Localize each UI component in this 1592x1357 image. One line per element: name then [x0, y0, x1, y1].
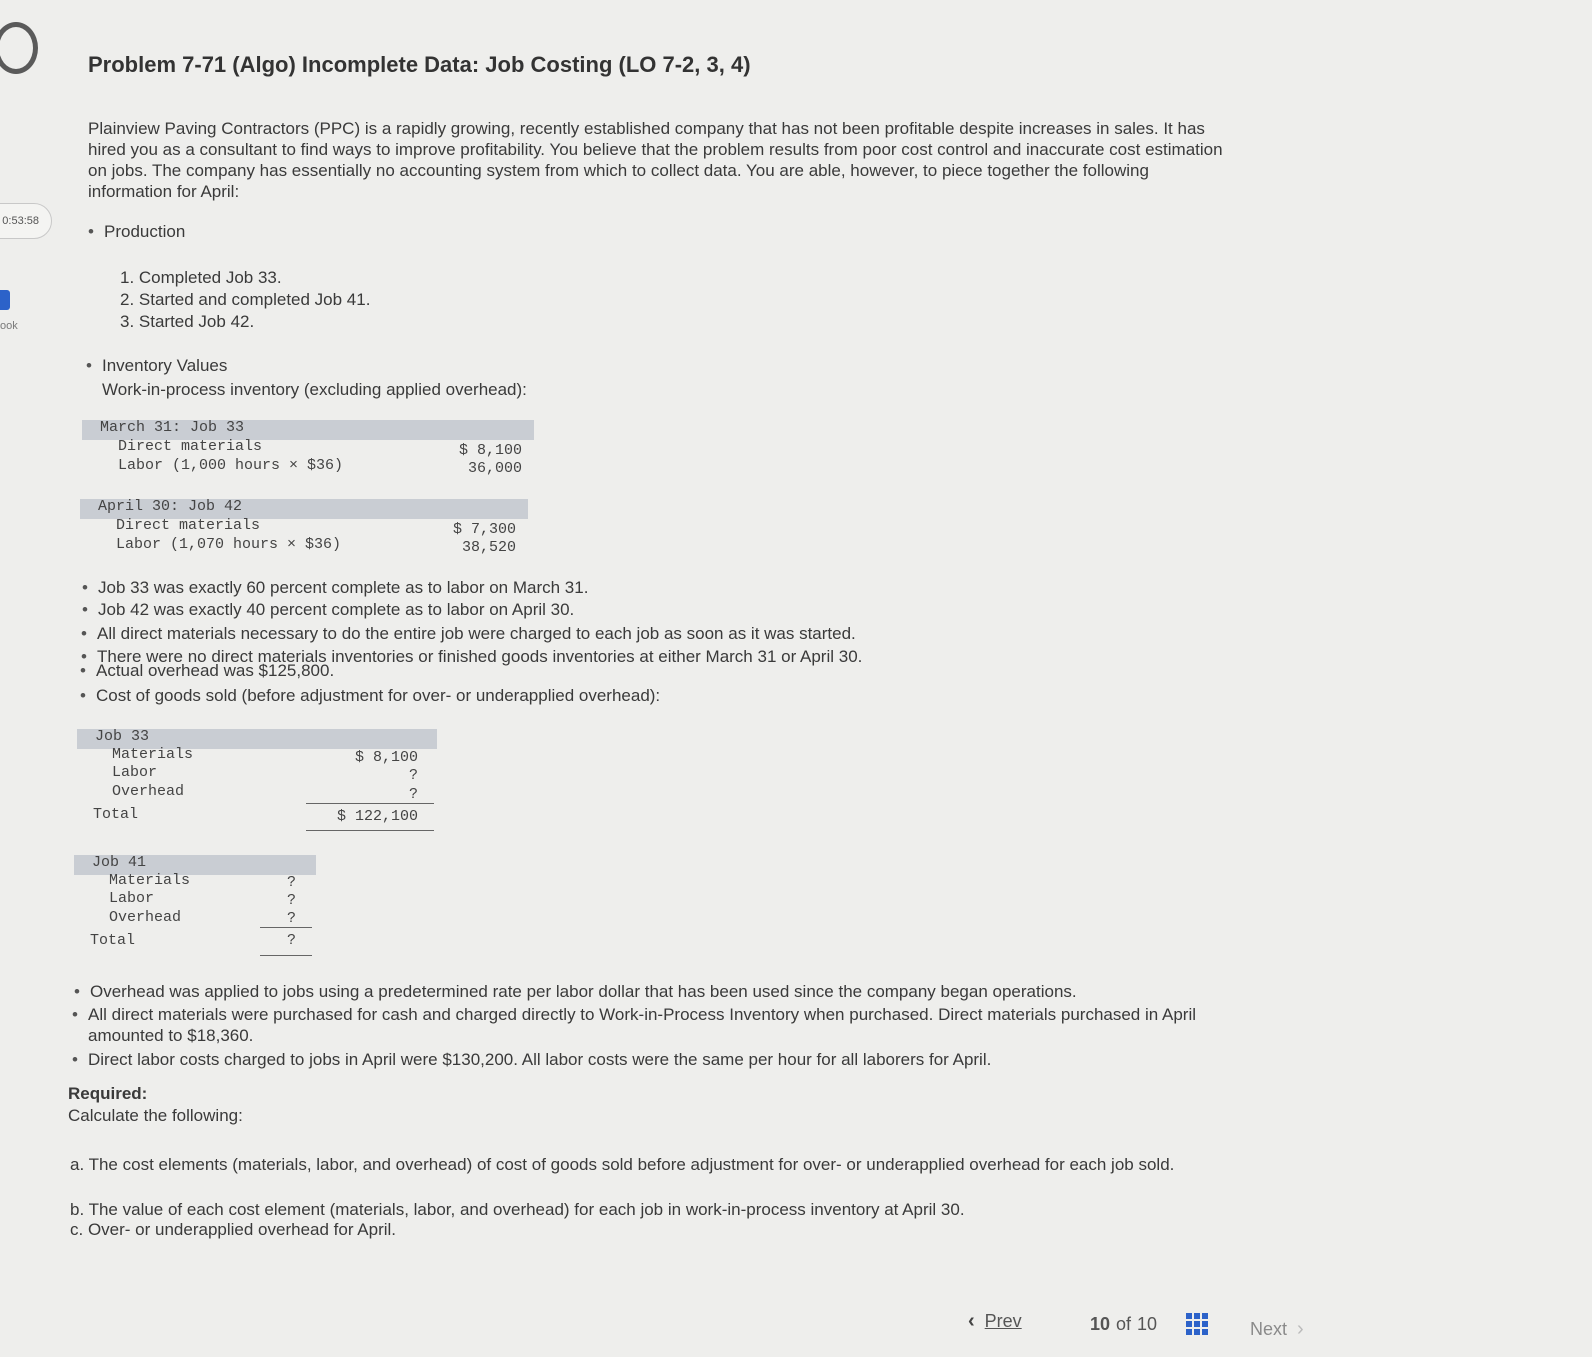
table-row-value: $ 8,100 [354, 749, 418, 766]
problem-title: Problem 7-71 (Algo) Incomplete Data: Job Costing (LO 7-2, 3, 4) [88, 52, 751, 77]
required-item: c. Over- or underapplied overhead for April. [70, 1220, 397, 1239]
table-total-label: Total [90, 932, 136, 949]
table-row-value: ? [286, 910, 296, 927]
total-rule [306, 830, 434, 831]
required-item: b. The value of each cost element (materials, labor, and overhead) for each job in work-in-process inventory at April 30. [70, 1200, 965, 1219]
table-row-label: Overhead [112, 783, 185, 800]
table-row-value: 36,000 [467, 460, 522, 477]
ebook-icon[interactable] [0, 290, 10, 310]
chevron-right-icon: › [1297, 1318, 1304, 1340]
fact-item: • All direct materials necessary to do the entire job were charged to each job as soon as it was started. [97, 624, 856, 644]
table-header: April 30: Job 42 [98, 498, 243, 515]
page-indicator [1090, 1314, 1157, 1335]
table-row-label: Labor (1,000 hours × $36) [118, 457, 344, 474]
required-item: a. The cost elements (materials, labor, and overhead) of cost of goods sold before adjustment for over- or underapplied overhead for each job sold. [70, 1155, 1175, 1174]
production-item: 2. Started and completed Job 41. [120, 290, 371, 309]
fact-item: • Job 33 was exactly 60 percent complete as to labor on March 31. [98, 578, 588, 598]
table-row-label: Labor [109, 890, 155, 907]
production-item: 1. Completed Job 33. [120, 268, 282, 287]
required-heading: Required: [68, 1084, 148, 1103]
prev-label: Prev [984, 1311, 1022, 1331]
page-total: 10 [1137, 1314, 1158, 1334]
table-total-value: ? [286, 932, 296, 949]
table-row-value: $ 7,300 [452, 521, 516, 538]
table-row-label: Labor [112, 764, 158, 781]
table-row-label: Overhead [109, 909, 182, 926]
table-row-value: ? [408, 767, 418, 784]
page-of: of [1116, 1314, 1132, 1334]
table-row-label: Labor (1,070 hours × $36) [116, 536, 342, 553]
table-row-value: ? [286, 874, 296, 891]
required-subheading: Calculate the following: [68, 1106, 243, 1125]
ebook-label: ook [0, 320, 18, 332]
chevron-left-icon: ‹ [968, 1310, 975, 1332]
total-rule [260, 955, 312, 956]
table-row-value: $ 8,100 [458, 442, 522, 459]
fact-item: • Actual overhead was $125,800. [96, 661, 334, 681]
subtotal-rule [260, 927, 312, 928]
table-row-label: Materials [112, 746, 194, 763]
intro-paragraph: Plainview Paving Contractors (PPC) is a rapidly growing, recently established company that has not been profitable despite increases in sales. It has hired you as a consultant to find ways to improve profitability. You believe that the problem results from poor cost control and inaccurate cost estimation on jobs. The company has essentially no accounting system from which to collect data. You are able, however, to piece together the following information for April: [88, 119, 1223, 201]
fact-item: • All direct materials were purchased for cash and charged directly to Work-in-Process Inventory when purchased. Direct materials purchased in April amounted to $18,360. [88, 1004, 1198, 1046]
inventory-label: • Inventory Values [102, 356, 227, 376]
production-label: • Production [104, 222, 185, 242]
inventory-sublabel: Work-in-process inventory (excluding applied overhead): [102, 380, 527, 399]
table-row-label: Direct materials [118, 438, 263, 455]
table-header: Job 33 [95, 728, 150, 745]
timer-badge[interactable]: 0:53:58 [0, 203, 52, 239]
table-row-value: ? [286, 892, 296, 909]
table-row-value: 38,520 [461, 539, 516, 556]
table-row-label: Direct materials [116, 517, 261, 534]
page-current: 10 [1090, 1314, 1111, 1334]
table-total-value: $ 122,100 [336, 808, 418, 825]
timer-ring-icon [0, 22, 38, 74]
fact-item: • There were no direct materials inventories or finished goods inventories at either March 31 or April 30. [97, 647, 862, 667]
table-total-label: Total [93, 806, 139, 823]
question-grid-icon[interactable] [1186, 1313, 1208, 1335]
prev-button[interactable] [968, 1310, 1022, 1333]
next-label: Next [1250, 1319, 1288, 1339]
fact-item: • Overhead was applied to jobs using a predetermined rate per labor dollar that has been used since the company began operations. [90, 982, 1220, 1002]
table-row-value: ? [408, 786, 418, 803]
table-header: Job 41 [92, 854, 147, 871]
fact-item: • Direct labor costs charged to jobs in April were $130,200. All labor costs were the same per hour for all laborers for April. [88, 1050, 1218, 1070]
fact-item: • Job 42 was exactly 40 percent complete as to labor on April 30. [98, 600, 574, 620]
subtotal-rule [306, 803, 434, 804]
production-item: 3. Started Job 42. [120, 312, 255, 331]
fact-item: • Cost of goods sold (before adjustment for over- or underapplied overhead): [96, 686, 660, 706]
table-header: March 31: Job 33 [100, 419, 245, 436]
next-button[interactable] [1250, 1318, 1304, 1341]
table-row-label: Materials [109, 872, 191, 889]
